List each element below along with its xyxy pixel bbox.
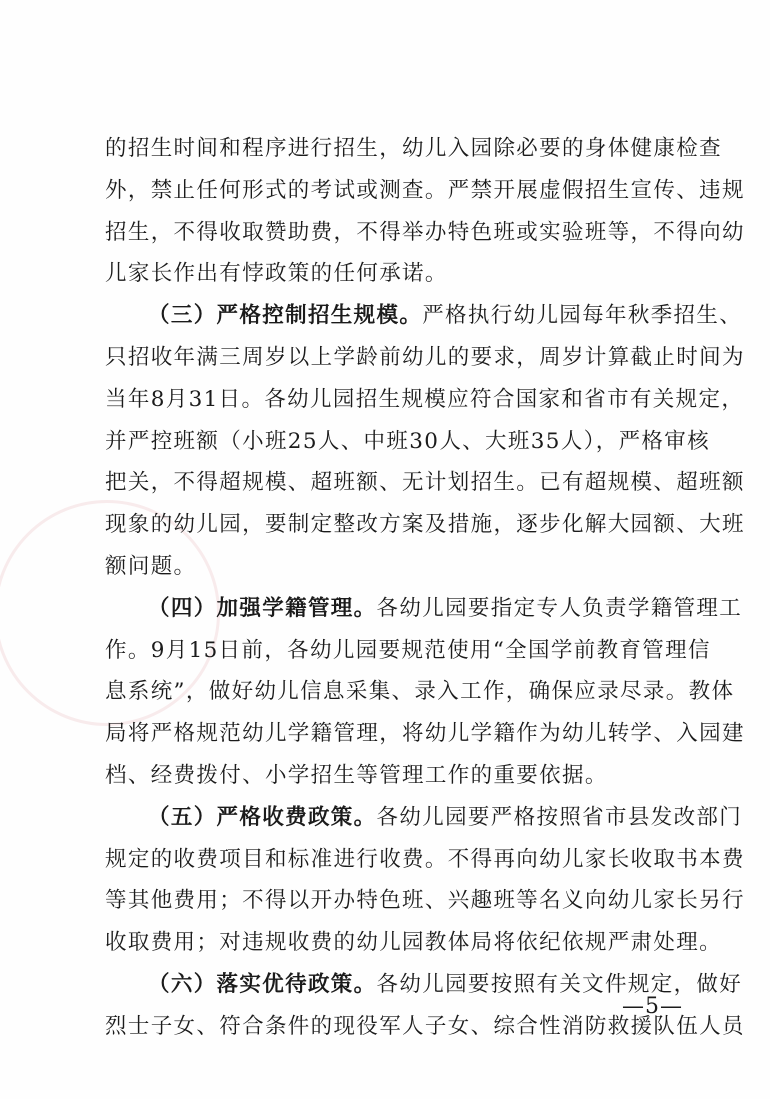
text-line: 招生，不得收取赞助费，不得举办特色班或实验班等，不得向幼 bbox=[105, 219, 745, 245]
text-line: 档、经费拨付、小学招生等管理工作的重要依据。 bbox=[105, 762, 608, 788]
paragraph-start-line: （四）加强学籍管理。各幼儿园要指定专人负责学籍管理工 bbox=[148, 595, 743, 621]
text-line: 作。9月15日前，各幼儿园要规范使用“全国学前教育管理信 bbox=[105, 637, 711, 663]
section-heading: （三）严格控制招生规模。 bbox=[148, 303, 423, 329]
paragraph-start-line: （六）落实优待政策。各幼儿园要按照有关文件规定，做好 bbox=[148, 971, 743, 997]
section-heading: （五）严格收费政策。 bbox=[148, 804, 377, 830]
text-line: 儿家长作出有悖政策的任何承诺。 bbox=[105, 261, 448, 287]
text-line: 收取费用；对违规收费的幼儿园教体局将依纪依规严肃处理。 bbox=[105, 930, 722, 956]
paragraph-start-line: （三）严格控制招生规模。严格执行幼儿园每年秋季招生、 bbox=[148, 303, 743, 329]
text-line: 把关，不得超规模、超班额、无计划招生。已有超规模、超班额 bbox=[105, 470, 745, 496]
text-line: 的招生时间和程序进行招生，幼儿入园除必要的身体健康检查 bbox=[105, 136, 722, 161]
text-line: 烈士子女、符合条件的现役军人子女、综合性消防救援队伍人员 bbox=[105, 1013, 745, 1039]
paragraph-start-line: （五）严格收费政策。各幼儿园要严格按照省市县发改部门 bbox=[148, 804, 743, 830]
text-line: 规定的收费项目和标准进行收费。不得再向幼儿家长收取书本费 bbox=[105, 846, 745, 872]
text-line: 局将严格规范幼儿学籍管理，将幼儿学籍作为幼儿转学、入园建 bbox=[105, 721, 745, 747]
text-line: 息系统”，做好幼儿信息采集、录入工作，确保应录尽录。教体 bbox=[105, 679, 735, 705]
text-line: 现象的幼儿园，要制定整改方案及措施，逐步化解大园额、大班 bbox=[105, 512, 745, 538]
section-heading: （四）加强学籍管理。 bbox=[148, 595, 377, 621]
text-line: 并严控班额（小班25人、中班30人、大班35人），严格审核 bbox=[105, 428, 710, 454]
body-text bbox=[105, 128, 745, 1048]
text-line: 等其他费用；不得以开办特色班、兴趣班等名义向幼儿家长另行 bbox=[105, 888, 745, 914]
text-line: 当年8月31日。各幼儿园招生规模应符合国家和省市有关规定， bbox=[105, 386, 745, 412]
page-number: —5— bbox=[622, 994, 683, 1019]
text-line: 外，禁止任何形式的考试或测查。严禁开展虚假招生宣传、违规 bbox=[105, 177, 745, 203]
text-line: 额问题。 bbox=[105, 553, 197, 579]
section-heading: （六）落实优待政策。 bbox=[148, 971, 377, 997]
text-line: 只招收年满三周岁以上学龄前幼儿的要求，周岁计算截止时间为 bbox=[105, 344, 745, 370]
